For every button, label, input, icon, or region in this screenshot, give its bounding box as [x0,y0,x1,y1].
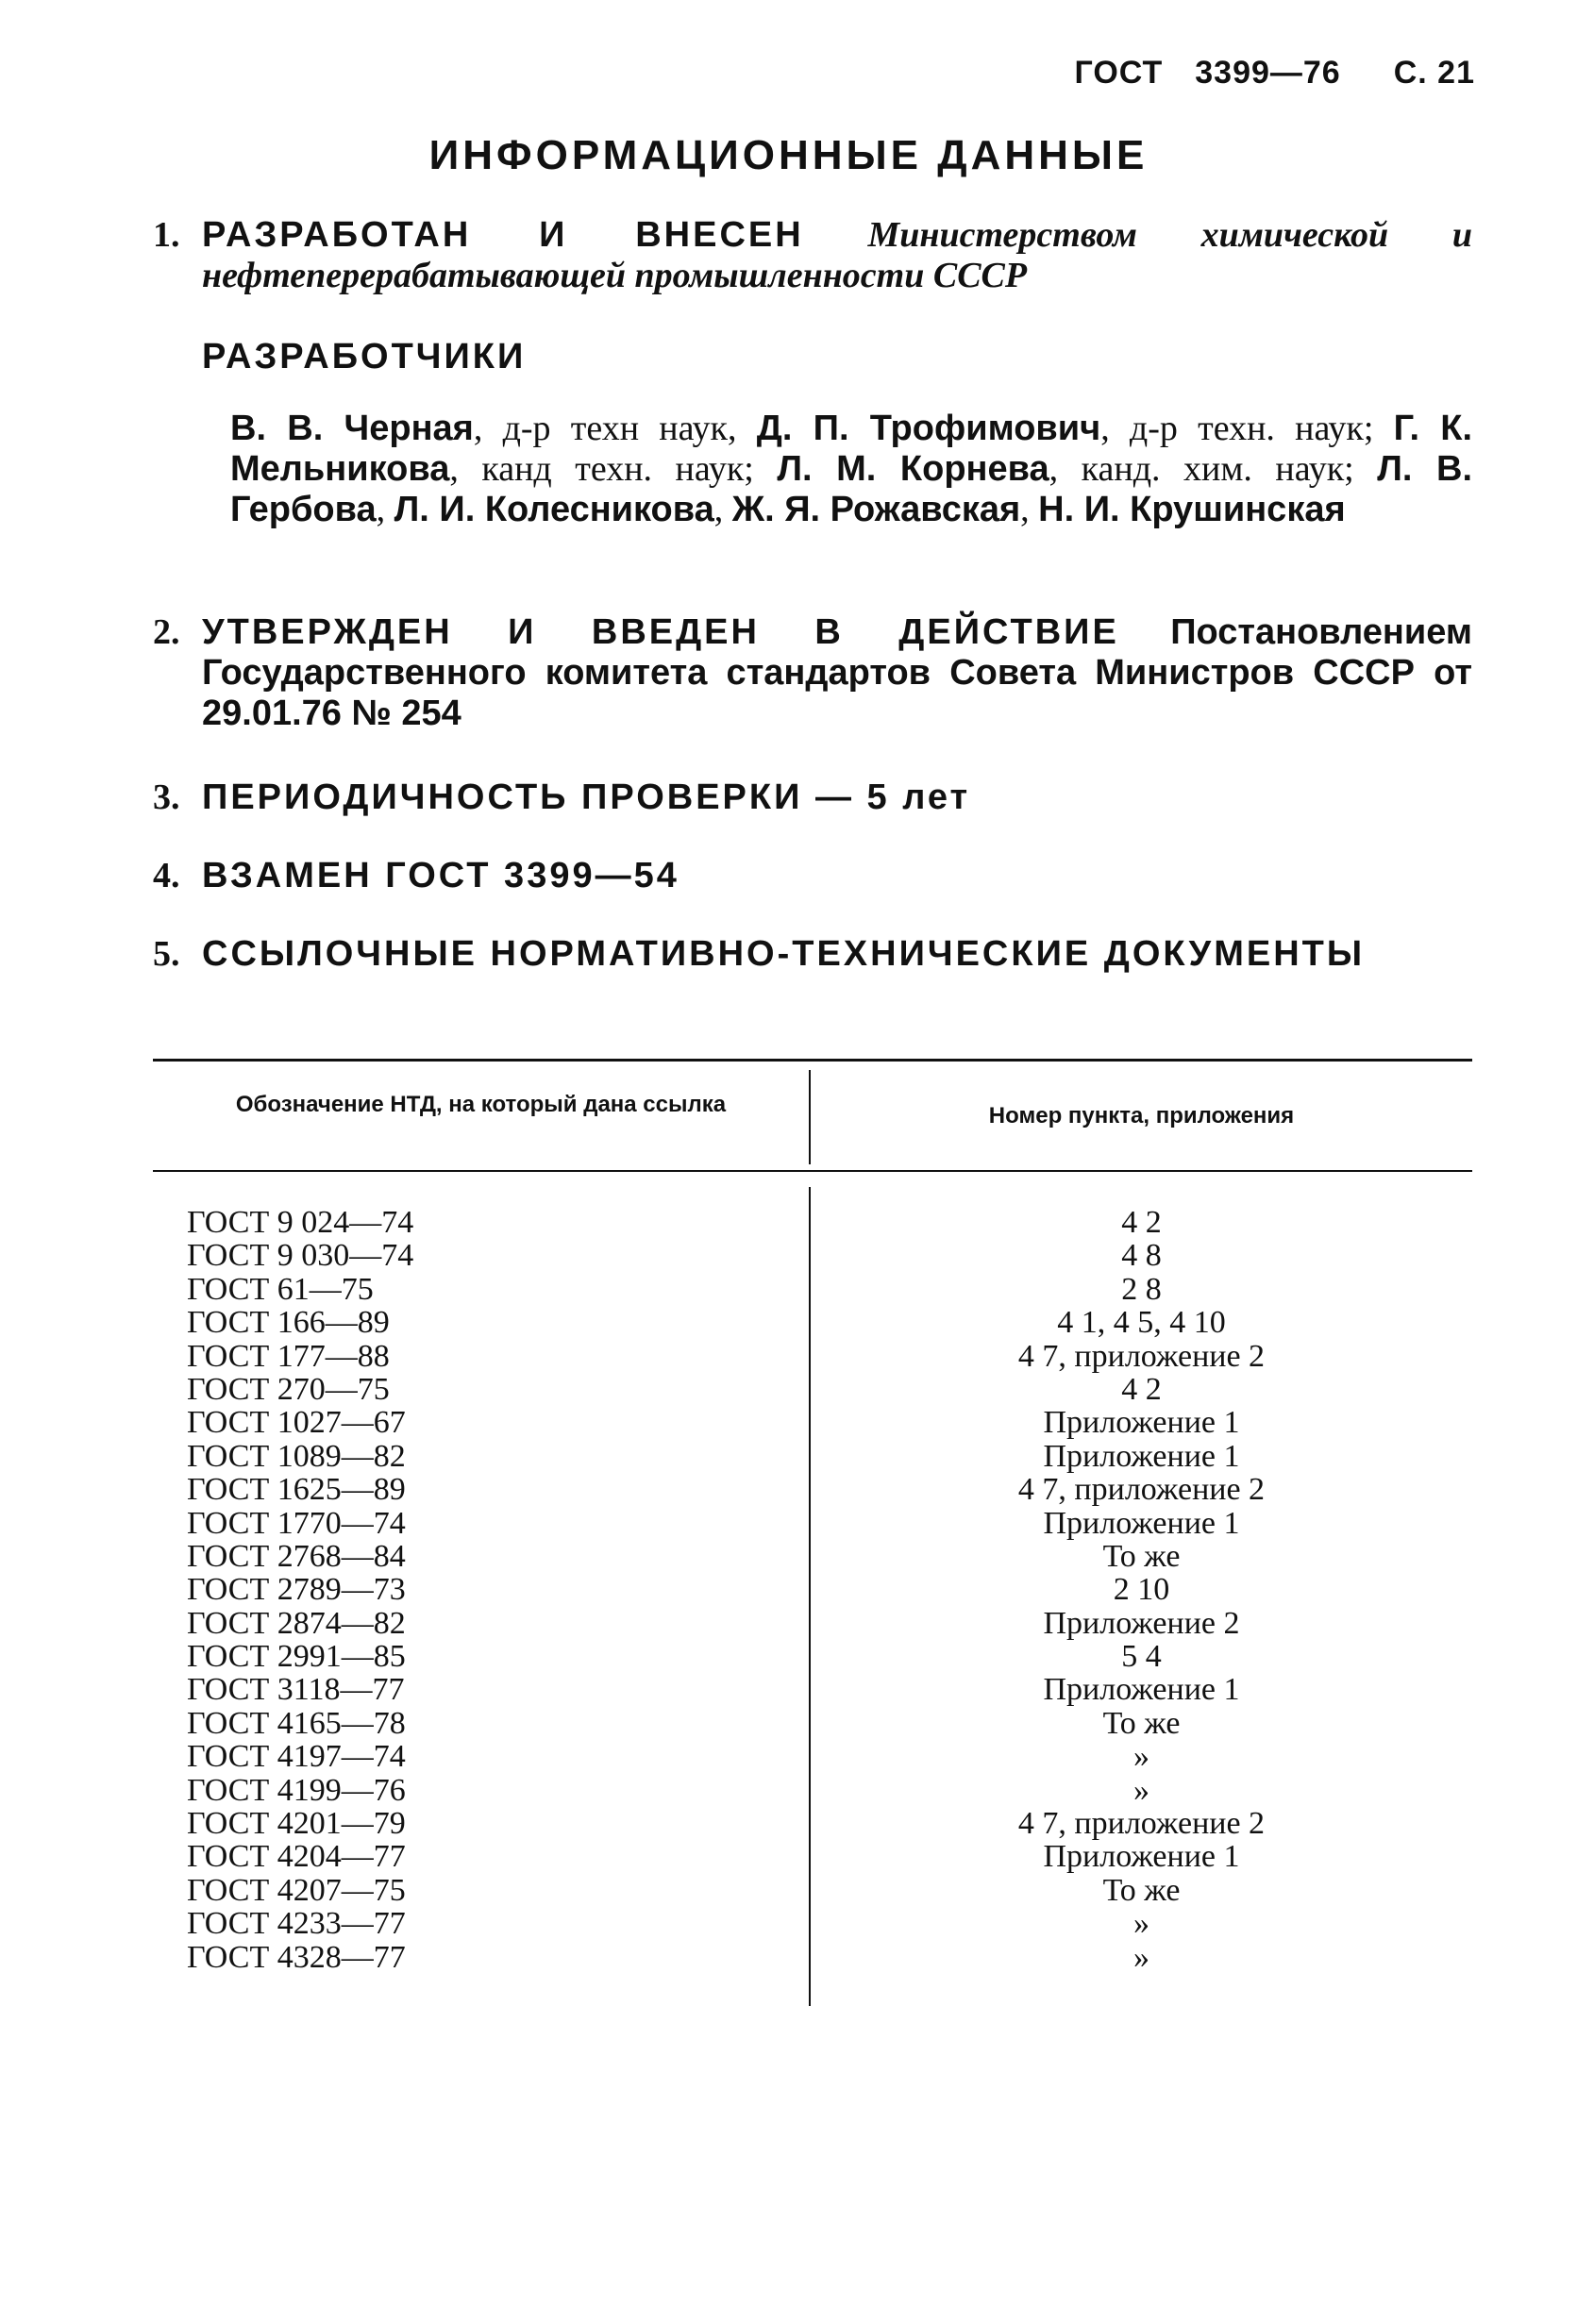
item-caps: УТВЕРЖДЕН И ВВЕДЕН В ДЕЙСТВИЕ [202,612,1119,652]
table-row [153,1440,1472,1473]
table-cell-clause: Приложение 2 [1043,1605,1240,1641]
info-item-5 [153,934,1472,975]
table-row [153,1273,1472,1306]
table-cell-designation: ГОСТ 3118—77 [187,1672,405,1708]
header-standard-number: 3399—76 [1195,55,1341,91]
table-row [153,1707,1472,1740]
developer-degree: д-р техн наук [502,409,729,448]
table-cell-designation: ГОСТ 1625—89 [187,1472,406,1508]
table-row [153,1907,1472,1940]
developers-list: В. В. Черная, д-р техн наук, Д. П. Трофимович, д-р техн. наук; Г. К. Мельникова, канд техн. наук; Л. М. Корнева, канд. хим. наук; Л. В. Гербова, Л. И. Колесникова, Ж. Я. Рожавская, Н. И. Крушинская [230,409,1473,529]
table-row [153,1573,1472,1606]
table-row [153,1607,1472,1640]
table-cell-designation: ГОСТ 9 030—74 [187,1238,414,1274]
table-cell-designation: ГОСТ 2874—82 [187,1605,406,1641]
table-row [153,1673,1472,1706]
table-cell-designation: ГОСТ 1770—74 [187,1505,406,1541]
table-cell-clause: 4 7, приложение 2 [1017,1806,1266,1842]
table-body [153,1206,1472,1974]
developers-heading: РАЗРАБОТЧИКИ [202,337,527,376]
developer-degree: канд. хим. наук [1081,449,1345,489]
table-cell-designation: ГОСТ 4207—75 [187,1872,406,1908]
table-cell-designation: ГОСТ 4197—74 [187,1739,406,1775]
table-row [153,1807,1472,1840]
table-header-clause: Номер пункта, приложения [988,1103,1295,1129]
item-caps: ПЕРИОДИЧНОСТЬ ПРОВЕРКИ — 5 лет [202,777,971,817]
table-row [153,1640,1472,1673]
table-cell-clause: То же [1102,1872,1181,1908]
table-cell-clause: 2 8 [1121,1271,1162,1307]
table-cell-clause: 4 2 [1121,1371,1162,1407]
info-item-4 [153,856,1472,896]
item-text: Постановлением Государственного комитета стандартов Совета Министров СССР от 29.01.76 № 254 [202,612,1472,733]
table-cell-designation: ГОСТ 4204—77 [187,1839,406,1875]
page-title: ИНФОРМАЦИОННЫЕ ДАННЫЕ [428,132,1149,178]
table-cell-clause: 4 7, приложение 2 [1017,1338,1266,1374]
item-index: 1. [153,215,180,255]
table-row [153,1206,1472,1239]
table-cell-clause: » [1133,1772,1149,1808]
table-cell-clause: Приложение 1 [1043,1405,1240,1441]
table-cell-designation: ГОСТ 270—75 [187,1371,390,1407]
table-cell-clause: » [1133,1739,1149,1775]
table-cell-designation: ГОСТ 2991—85 [187,1639,406,1675]
table-row [153,1874,1472,1907]
table-cell-designation: ГОСТ 166—89 [187,1305,390,1341]
item-text: Министерством химической и нефтеперерабатывающей промышленности СССР [202,215,1473,295]
info-item-3 [153,777,1472,818]
table-row [153,1540,1472,1573]
table-cell-clause: 2 10 [1113,1572,1170,1608]
table-cell-designation: ГОСТ 4165—78 [187,1705,406,1741]
table-cell-clause: 4 7, приложение 2 [1017,1472,1266,1508]
running-header [1075,55,1475,92]
item-caps: ВЗАМЕН ГОСТ 3399—54 [202,856,679,895]
reference-documents-table [153,1059,1472,2012]
developer-name: Н. И. Крушинская [1038,490,1346,529]
table-top-rule [153,1059,1472,1062]
table-cell-clause: 5 4 [1121,1639,1162,1675]
table-header-designation: Обозначение НТД, на который дана ссылка [235,1092,727,1117]
developer-name: Л. И. Колесникова [394,490,714,529]
table-cell-designation: ГОСТ 61—75 [187,1271,374,1307]
table-cell-designation: ГОСТ 2768—84 [187,1538,406,1574]
developer-name: Л. М. Корнева [777,449,1049,489]
item-index: 4. [153,856,180,895]
developer-name: В. В. Черная [230,409,474,448]
table-cell-clause: » [1133,1939,1149,1975]
table-header-rule [153,1170,1472,1172]
table-cell-designation: ГОСТ 9 024—74 [187,1205,414,1240]
table-cell-clause: Приложение 1 [1043,1839,1240,1875]
table-cell-clause: 4 2 [1121,1205,1162,1240]
item-index: 5. [153,934,180,974]
table-row [153,1840,1472,1873]
developer-degree: д-р техн. наук [1129,409,1364,448]
developer-name: Г. К. Мельникова [230,409,1473,489]
table-cell-designation: ГОСТ 1027—67 [187,1405,406,1441]
header-gost: ГОСТ [1074,55,1164,91]
developer-name: Ж. Я. Рожавская [731,490,1021,529]
table-cell-clause: То же [1102,1705,1181,1741]
item-index: 2. [153,612,180,652]
info-item-1 [153,215,1472,296]
table-row [153,1340,1472,1373]
table-cell-designation: ГОСТ 4233—77 [187,1906,406,1942]
table-cell-clause: 4 1, 4 5, 4 10 [1057,1305,1226,1341]
table-cell-clause: » [1133,1906,1149,1942]
item-index: 3. [153,777,180,817]
table-row [153,1239,1472,1272]
item-caps: РАЗРАБОТАН И ВНЕСЕН [202,215,804,255]
table-row [153,1507,1472,1540]
info-item-2 [153,612,1472,734]
table-cell-designation: ГОСТ 177—88 [187,1338,390,1374]
table-row [153,1774,1472,1807]
table-cell-designation: ГОСТ 4199—76 [187,1772,406,1808]
table-row [153,1740,1472,1773]
table-row [153,1373,1472,1406]
table-cell-clause: Приложение 1 [1043,1438,1240,1474]
header-page-number: С. 21 [1393,55,1475,91]
table-cell-designation: ГОСТ 4328—77 [187,1939,406,1975]
developer-degree: канд техн. наук [481,449,745,489]
developer-name: Д. П. Трофимович [756,409,1101,448]
table-cell-clause: 4 8 [1121,1238,1162,1274]
developer-name: Л. В. Гербова [230,449,1472,529]
table-cell-designation: ГОСТ 1089—82 [187,1438,406,1474]
table-row [153,1406,1472,1439]
table-cell-clause: Приложение 1 [1043,1505,1240,1541]
table-cell-designation: ГОСТ 4201—79 [187,1806,406,1842]
table-row [153,1473,1472,1506]
item-caps: ССЫЛОЧНЫЕ НОРМАТИВНО-ТЕХНИЧЕСКИЕ ДОКУМЕНТЫ [202,934,1366,974]
table-cell-clause: Приложение 1 [1043,1672,1240,1708]
table-row [153,1306,1472,1339]
table-cell-designation: ГОСТ 2789—73 [187,1572,406,1608]
table-cell-clause: То же [1102,1538,1181,1574]
table-row [153,1941,1472,1974]
